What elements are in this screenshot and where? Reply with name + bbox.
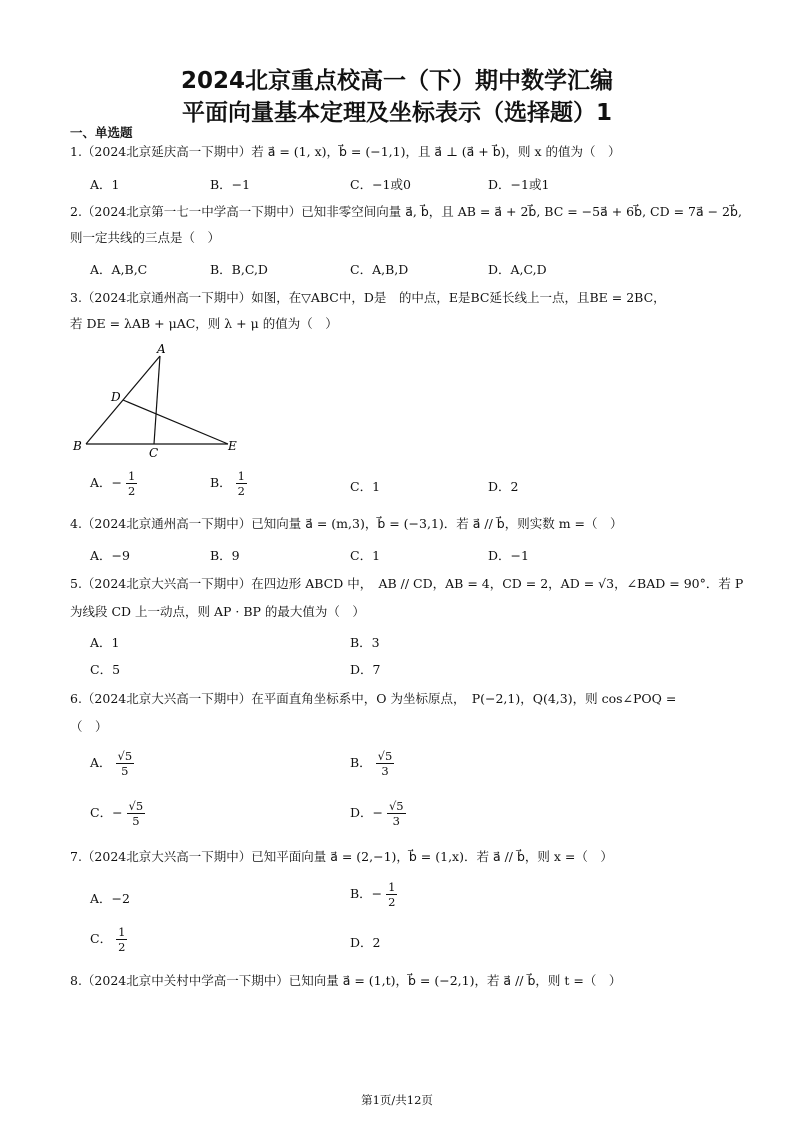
segment-de — [123, 400, 228, 444]
q3-option-c: C．1 — [350, 479, 381, 494]
q4-option-c: C．1 — [350, 548, 381, 563]
q7-option-b-label: B．− — [350, 886, 383, 901]
question-1: 1.（2024北京延庆高一下期中）若 a⃗ = (1, x)，b⃗ = (−1,1)，且 a⃗ ⊥ (a⃗ + b⃗)，则 x 的值为（ ） — [70, 144, 621, 159]
q6-option-b-fraction: $\frac{√5}{3}$ — [377, 749, 393, 778]
q5-option-c: C．5 — [90, 662, 121, 677]
question-6-line1: 6.（2024北京大兴高一下期中）在平面直角坐标系中，O 为坐标原点， P(−2,1)，Q(4,3)，则 cos∠POQ = — [70, 691, 677, 706]
q6-option-a — [90, 749, 134, 778]
q2-option-a: A．A,B,C — [90, 262, 148, 277]
section-heading: 一、单选题 — [70, 125, 133, 140]
label-b: B — [73, 439, 82, 453]
question-3-line2: 若 DE = λAB + μAC，则 λ + μ 的值为（ ） — [70, 316, 338, 331]
q3-option-a-fraction: $\frac{1}{2}$ — [128, 469, 136, 498]
q7-option-c — [90, 925, 127, 954]
q4-option-d: D．−1 — [488, 548, 529, 563]
q7-option-c-fraction: $\frac{1}{2}$ — [118, 925, 126, 954]
q1-option-c: C．−1或0 — [350, 177, 411, 192]
q6-option-b-label: B． — [350, 755, 372, 770]
q4-option-a: A．−9 — [90, 548, 130, 563]
question-6-line2: （ ） — [70, 719, 108, 734]
q3-option-d: D．2 — [488, 479, 519, 494]
q5-option-d: D．7 — [350, 662, 381, 677]
label-e: E — [228, 439, 237, 453]
page-footer: 第1页/共12页 — [361, 1093, 433, 1107]
q1-option-b: B．−1 — [210, 177, 251, 192]
q6-option-c — [90, 799, 145, 828]
q6-option-c-label: C．− — [90, 805, 123, 820]
q2-option-c: C．A,B,D — [350, 262, 409, 277]
question-2-line2: 则一定共线的三点是（ ） — [70, 230, 221, 245]
q3-option-b-fraction: $\frac{1}{2}$ — [237, 469, 245, 498]
segment-ac — [154, 356, 160, 444]
q5-option-b: B．3 — [350, 635, 380, 650]
q6-option-c-fraction: $\frac{√5}{5}$ — [128, 799, 144, 828]
question-4: 4.（2024北京通州高一下期中）已知向量 a⃗ = (m,3)，b⃗ = (−3,1)．若 a⃗ // b⃗，则实数 m =（ ） — [70, 516, 623, 531]
q3-option-b — [210, 469, 247, 498]
q3-option-a-label: A．− — [90, 475, 123, 490]
q2-option-b: B．B,C,D — [210, 262, 268, 277]
doc-title-line1: 2024北京重点校高一（下）期中数学汇编 — [180, 68, 613, 94]
q5-option-a: A．1 — [90, 635, 120, 650]
q2-option-d: D．A,C,D — [488, 262, 547, 277]
q6-option-d-fraction: $\frac{√5}{3}$ — [388, 799, 404, 828]
triangle-figure — [70, 340, 270, 465]
question-8: 8.（2024北京中关村中学高一下期中）已知向量 a⃗ = (1,t)，b⃗ = (−2,1)，若 a⃗ // b⃗，则 t =（ ） — [70, 973, 622, 988]
q4-option-b: B．9 — [210, 548, 240, 563]
q6-option-d — [350, 799, 406, 828]
q1-option-d: D．−1或1 — [488, 177, 550, 192]
q6-option-b — [350, 749, 394, 778]
question-3-line1: 3.（2024北京通州高一下期中）如图，在▽ABC中，D是 的中点，E是BC延长线上一点，且BE = 2BC， — [70, 290, 666, 305]
q7-option-d: D．2 — [350, 935, 381, 950]
doc-title-line2: 平面向量基本定理及坐标表示（选择题）1 — [181, 100, 612, 126]
q7-option-b — [350, 880, 397, 909]
question-5-line1: 5.（2024北京大兴高一下期中）在四边形 ABCD 中， AB // CD，AB = 4，CD = 2，AD = √3，∠BAD = 90°．若 P — [70, 576, 744, 591]
q6-option-a-label: A． — [90, 755, 112, 770]
label-a: A — [157, 342, 166, 356]
q7-option-a: A．−2 — [90, 891, 130, 906]
q7-option-c-label: C． — [90, 931, 113, 946]
q6-option-a-fraction: $\frac{√5}{5}$ — [117, 749, 133, 778]
question-2-line1: 2.（2024北京第一七一中学高一下期中）已知非零空间向量 a⃗, b⃗，且 AB = a⃗ + 2b⃗, BC = −5a⃗ + 6b⃗, CD = 7a⃗ − 2b⃗, — [70, 204, 742, 219]
question-7: 7.（2024北京大兴高一下期中）已知平面向量 a⃗ = (2,−1)，b⃗ = (1,x)．若 a⃗ // b⃗，则 x =（ ） — [70, 849, 613, 864]
q7-option-b-fraction: $\frac{1}{2}$ — [388, 880, 396, 909]
q1-option-a: A．1 — [90, 177, 120, 192]
label-c: C — [149, 446, 159, 460]
q3-option-a — [90, 469, 137, 498]
label-d: D — [111, 390, 121, 404]
q6-option-d-label: D．− — [350, 805, 383, 820]
q3-option-b-label: B． — [210, 475, 232, 490]
question-5-line2: 为线段 CD 上一动点，则 AP · BP 的最大值为（ ） — [70, 604, 365, 619]
